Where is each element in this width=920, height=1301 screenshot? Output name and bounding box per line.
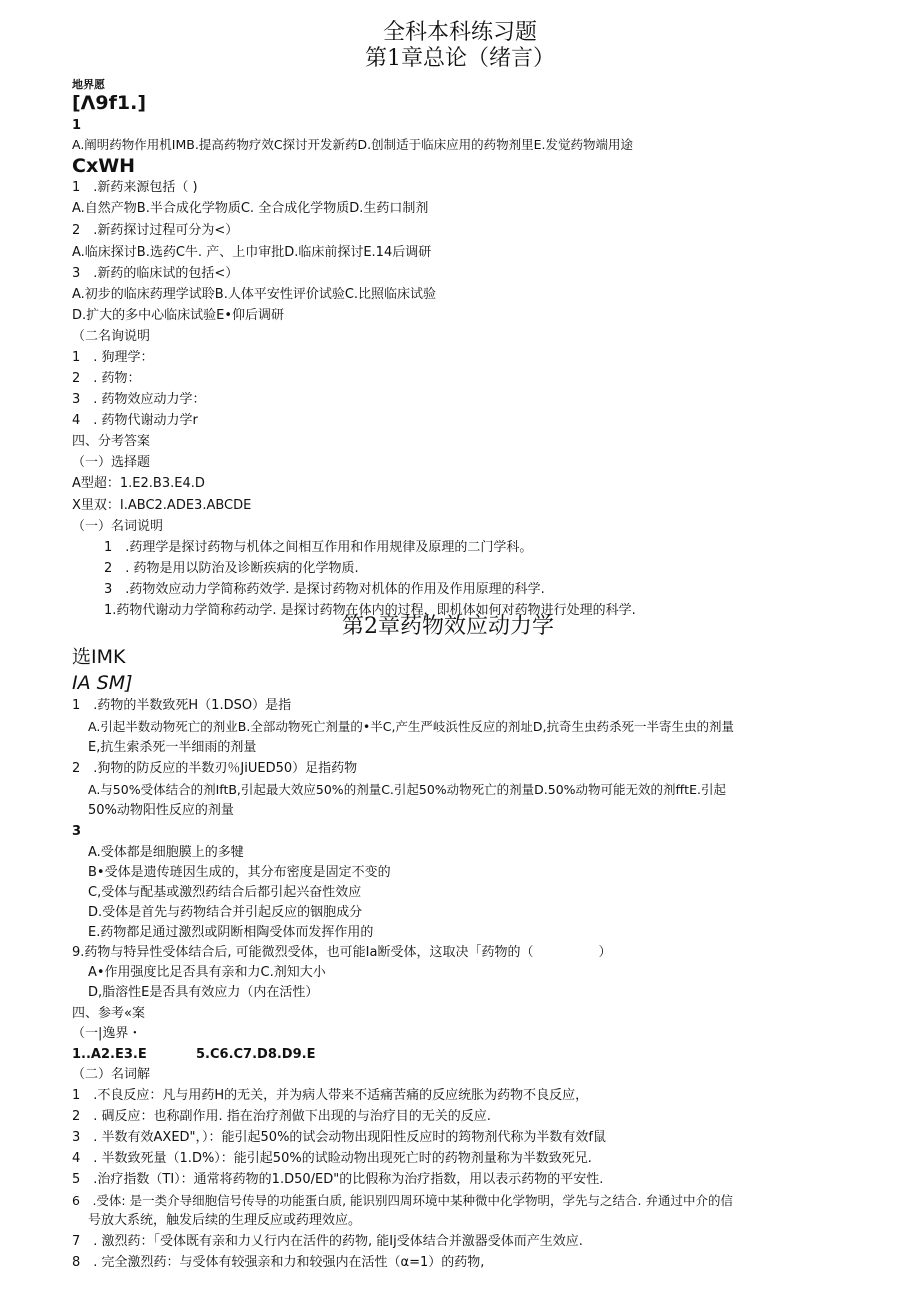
doc-title: 全科本科练习题 <box>382 20 537 45</box>
section-tag: 选IMK <box>72 646 126 668</box>
question-option: D.受体是首先与药物结合并引起反应的铟胞成分 <box>88 905 363 920</box>
definition: 6 .受体: 是一类介导细胞信号传导的功能蛋白质, 能识别四周环境中某种微中化学物明，学先与之结合. 弁通过中介的信 <box>72 1193 734 1208</box>
term-item: 4 . 药物代谢动力学r <box>72 413 198 428</box>
question-options: E,抗生索杀死一半细雨的剂量 <box>88 740 257 755</box>
question-number: 1 <box>72 118 82 133</box>
question-options: A•作用强度比足否具有亲和力C.剂知大小 <box>88 965 326 980</box>
answer-line: 1..A2.E3.E <box>72 1047 147 1062</box>
subsection-heading: （一）名词说明 <box>72 519 164 534</box>
section-tag: 地界愿 <box>72 78 105 91</box>
section-heading: IA SM] <box>72 672 133 694</box>
definition: 5 .治疗指数（TI）：通常将药物的1.D50/ED"的比假称为治疗指数，用以表示药物的平安性. <box>72 1172 604 1187</box>
section-heading: CxWH <box>72 155 136 177</box>
subsection-heading: （一）选择题 <box>72 455 151 470</box>
definition: 4 . 半数致死量（1.D%）：能引起50%的试睑动物出现死亡时的药物剂量称为半数致死兄. <box>72 1151 592 1166</box>
question-options: A.引起半数动物死亡的剂业B.全部动物死亡剂量的•半C,产生严岐浜性反应的剂址D,抗奇生虫药杀死一半寄生虫的剂量 <box>88 719 735 734</box>
question-options: A.自然产物B.半合成化学物质C. 全合成化学物质D.生药口制剂 <box>72 201 429 216</box>
question: 2 .狗物的防反应的半数刃％JiUED50）足指药物 <box>72 761 358 776</box>
question-options: D.扩大的多中心临床试验E•仰后调研 <box>72 308 285 323</box>
definition: 3 .药物效应动力学简称药效学. 是探讨药物对机体的作用及作用原理的科学. <box>104 582 545 597</box>
definition: 1.药物代谢动力学简称药动学. 是探讨药物在体内的过程，即机体如何对药物进行处理的科学. <box>104 603 636 618</box>
term-item: 3 . 药物效应动力学： <box>72 392 206 407</box>
term-item: 1 . 狗理学： <box>72 350 154 365</box>
question-option: E.药物都足通过激烈或阴断相陶受体而发挥作用的 <box>88 925 374 940</box>
term-item: 2 . 药物： <box>72 371 141 386</box>
definition-cont: 号放大系统，触发后续的生理反应或药理效应。 <box>88 1213 362 1228</box>
question: 1 .药物的半数致死H（1.DSO）是指 <box>72 698 292 713</box>
definition: 8 . 完全激烈药：与受体有较强亲和力和较强内在活性（α=1）的药物, <box>72 1255 485 1270</box>
definition: 2 . 药物是用以防治及诊断疾病的化学物质. <box>104 561 359 576</box>
section-heading: 四、分考答案 <box>72 434 151 449</box>
question-options: 50%动物阳性反应的剂量 <box>88 803 234 818</box>
section-heading: [Λ9f1.] <box>72 92 146 114</box>
section-heading: （二名询说明 <box>72 329 151 344</box>
answer-line: 5.C6.C7.D8.D9.E <box>196 1047 316 1062</box>
question-options: A.初步的临床药理学试聆B.人体平安性评价试验C.比照临床试验 <box>72 287 437 302</box>
question-options: A.阐明药物作用机IMB.提高药物疗效C探讨开发新药D.创制适于临床应用的药物剂里E.发觉药物端用途 <box>72 137 634 152</box>
question-options: D,脂溶性E是否具有效应力（内在活性） <box>88 985 319 1000</box>
definition: 7 . 激烈药：「受体既有亲和力乂行内在活件的药物, 能Ij受体结合并激器受体而产生效应. <box>72 1234 583 1249</box>
answer-line: A型超：1.E2.B3.E4.D <box>72 476 205 491</box>
chapter-1-title: 第1章总论（绪言） <box>365 46 555 71</box>
subsection-heading: （一|逸界・ <box>72 1026 142 1041</box>
definition: 2 . 碉反应：也称副作用. 指在治疗剂做下出现的与治疗目的无关的反应. <box>72 1109 491 1124</box>
definition: 1 .药理学是探讨药物与机体之间相互作用和作用规律及原理的二门学科。 <box>104 540 533 555</box>
question-option: A.受体都是细胞膜上的多犍 <box>88 845 244 860</box>
question: 9.药物与特异性受体结合后, 可能微烈受体，也可能Ia断受体，这取决「药物的（ ） <box>72 945 612 960</box>
question-options: A.临床探讨B.选药C牛. 产、上巾审批D.临床前探讨E.14后调研 <box>72 245 432 260</box>
question-options: A.与50%受体结合的剂IftB,引起最大效应50%的剂量C.引起50%动物死亡的剂量D.50%动物可能无效的剂fftE.引起 <box>88 782 726 797</box>
definition: 1 .不良反应：凡与用药H的无关，并为病人带来不适痛苦痛的反应统胀为药物不良反应， <box>72 1088 589 1103</box>
question-number: 3 <box>72 824 82 839</box>
question: 2 .新药探讨过程可分为<） <box>72 223 239 238</box>
question-option: C,受体与配基或激烈药结合后都引起兴奋性效应 <box>88 885 362 900</box>
section-heading: 四、参考«案 <box>72 1006 145 1021</box>
question: 3 .新药的临床试的包括<） <box>72 266 239 281</box>
subsection-heading: （二）名词解 <box>72 1067 151 1082</box>
definition: 3 . 半数有效AXED"，）：能引起50%的试会动物出现阳性反应时的筠物剂代称为半数有效f鼠 <box>72 1130 607 1145</box>
answer-line: X里双：I.ABC2.ADE3.ABCDE <box>72 498 252 513</box>
question: 1 .新药来源包括（ ) <box>72 180 198 195</box>
chapter-2-title: 第2章药物效应动力学 <box>342 614 554 639</box>
question-option: B•受体是遗传琏因生成的，其分布密度是固定不变的 <box>88 865 391 880</box>
